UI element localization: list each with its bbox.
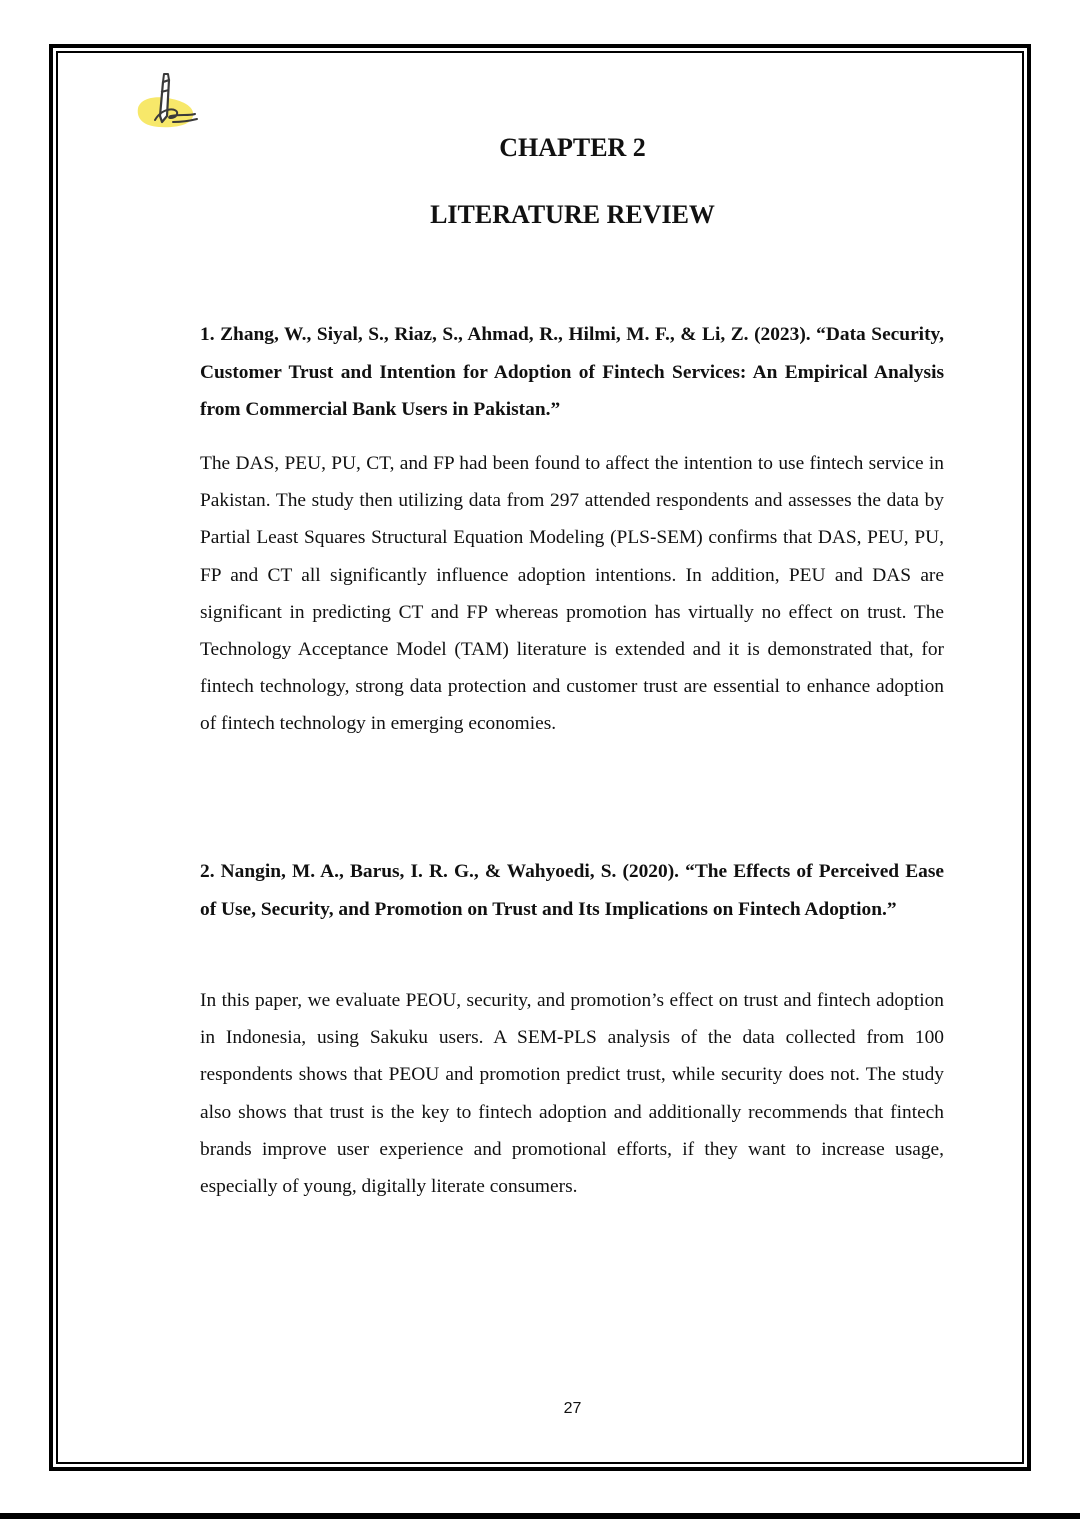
bottom-edge bbox=[0, 1513, 1080, 1519]
page-border-inner bbox=[56, 51, 1024, 1464]
entry-2-heading: 2. Nangin, M. A., Barus, I. R. G., & Wahyoedi, S. (2020). “The Effects of Perceived Ease of Use, Security, and Promotion on Trust and Its Implications on Fintech Adoption.” bbox=[200, 861, 944, 920]
entry-1-body: The DAS, PEU, PU, CT, and FP had been found to affect the intention to use fintech service in Pakistan. The study then utilizing data from 297 attended respondents and assesses the data by Partial Least Squares Structural Equation Modeling (PLS-SEM) confirms that DAS, PEU, PU, FP and CT all significantly influence adoption intentions. In addition, PEU and DAS are significant in predicting CT and FP whereas promotion has virtually no effect on trust. The Technology Acceptance Model (TAM) literature is extended and it is demonstrated that, for fintech technology, strong data protection and customer trust are essential to enhance adoption of fintech technology in emerging economies. bbox=[200, 453, 944, 735]
chapter-title: LITERATURE REVIEW bbox=[430, 200, 715, 229]
entry-1-heading: 1. Zhang, W., Siyal, S., Riaz, S., Ahmad, R., Hilmi, M. F., & Li, Z. (2023). “Data Security, Customer Trust and Intention for Adoption of Fintech Services: An Empirical Analysis from Commercial Bank Users in Pakistan.” bbox=[200, 324, 944, 420]
chapter-number: CHAPTER 2 bbox=[499, 133, 646, 162]
pen-signature-icon bbox=[133, 70, 203, 132]
entry-2-body: In this paper, we evaluate PEOU, security, and promotion’s effect on trust and fintech adoption in Indonesia, using Sakuku users. A SEM-PLS analysis of the data collected from 100 respondents shows that PEOU and promotion predict trust, while security does not. The study also shows that trust is the key to fintech adoption and additionally recommends that fintech brands improve user experience and promotional efforts, if they want to increase usage, especially of young, digitally literate consumers. bbox=[200, 990, 944, 1198]
page-number: 27 bbox=[563, 1400, 582, 1417]
